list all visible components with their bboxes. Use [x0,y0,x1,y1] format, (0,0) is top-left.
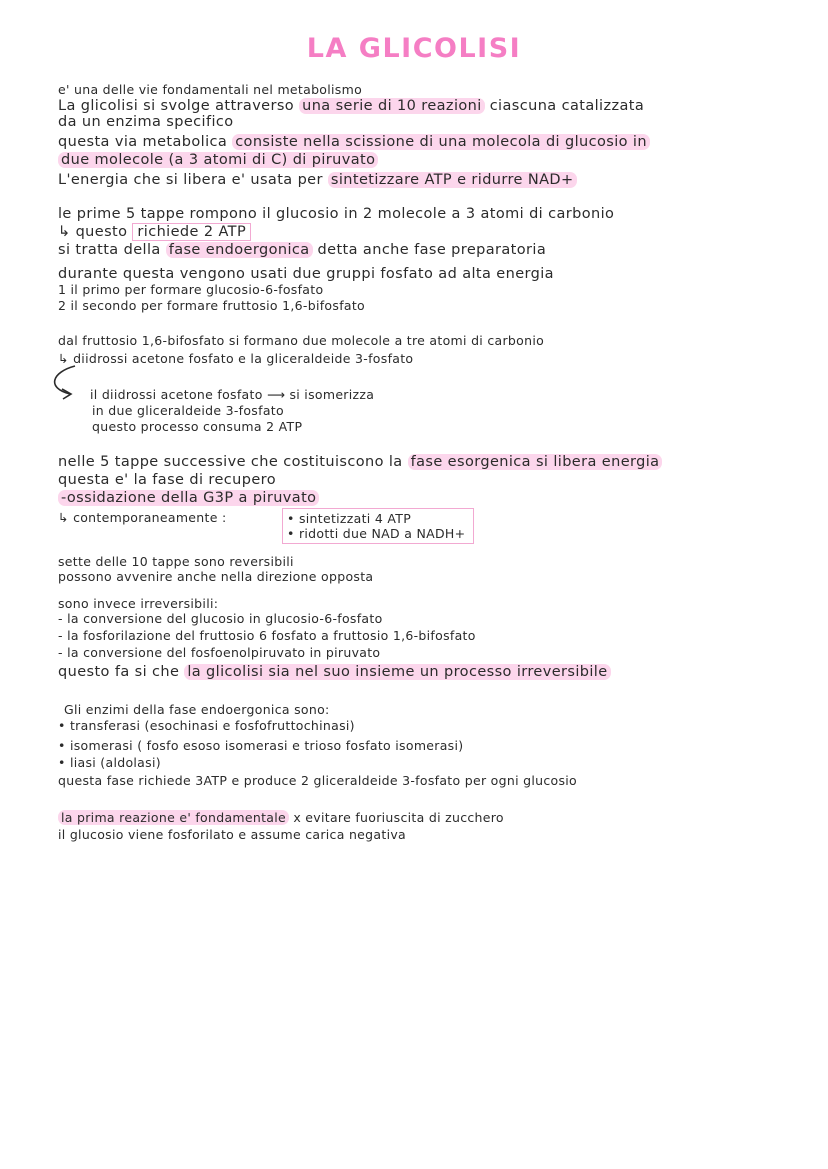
prep-line-3-end: detta anche fase preparatoria [317,242,547,258]
recovery-line-1-start: nelle 5 tappe successive che costituiscono la [58,454,403,470]
highlight-piruvato: due molecole (a 3 atomi di C) di piruvato [58,152,378,168]
recovery-line-1 [58,454,662,470]
prep-line-4: durante questa vengono usati due gruppi fosfato ad alta energia [58,266,554,282]
recovery-box-line-2: • ridotti due NAD a NADH+ [287,526,466,541]
split-line-3 [90,387,374,403]
enzymes-line-2: • transferasi (esochinasi e fosfofruttochinasi) [58,718,355,733]
prep-line-5: 1 il primo per formare glucosio-6-fosfato [58,282,324,297]
arrow-down-right-icon: ↳ [58,224,71,240]
reversible-line-4: - la conversione del glucosio in glucosio-6-fosfato [58,611,383,626]
prep-line-1: le prime 5 tappe rompono il glucosio in 2 molecole a 3 atomi di carbonio [58,206,615,222]
split-line-1: dal fruttosio 1,6-bifosfato si formano due molecole a tre atomi di carbonio [58,333,545,348]
reversible-line-6: - la conversione del fosfoenolpiruvato in piruvato [58,645,381,660]
final-line-1 [58,810,504,826]
highlight-10-reazioni: una serie di 10 reazioni [299,98,485,114]
split-line-3-start: il diidrossi acetone fosfato [90,387,263,402]
highlight-ossidazione: -ossidazione della G3P a piruvato [58,490,319,506]
reversible-line-2: possono avvenire anche nella direzione opposta [58,569,374,584]
intro-line-2-end: ciascuna catalizzata [489,98,645,114]
prep-line-6: 2 il secondo per formare fruttosio 1,6-bifosfato [58,298,366,313]
split-line-4: in due gliceraldeide 3-fosfato [92,403,284,418]
arrow-down-right-icon: ↳ [58,351,69,366]
highlight-atp-nad: sintetizzare ATP e ridurre NAD+ [328,172,577,188]
reversible-line-7 [58,664,611,680]
recovery-line-2: questa e' la fase di recupero [58,472,276,488]
intro-line-2-start: La glicolisi si svolge attraverso [58,98,295,114]
recovery-box-line-1: • sintetizzati 4 ATP [287,511,412,526]
arrow-down-right-icon: ↳ [58,510,69,525]
intro-line-1: e' una delle vie fondamentali nel metabolismo [58,82,363,97]
enzymes-line-5: questa fase richiede 3ATP e produce 2 gliceraldeide 3-fosfato per ogni glucosio [58,773,577,788]
highlight-scissione: consiste nella scissione di una molecola di glucosio in [232,134,650,150]
reversible-line-3: sono invece irreversibili: [58,596,219,611]
highlight-fase-endoergonica: fase endoergonica [166,242,313,258]
page-title: LA GLICOLISI [306,33,522,64]
box-richiede-atp: richiede 2 ATP [132,223,251,241]
highlight-fase-esorgenica: fase esorgenica si libera energia [408,454,663,470]
arrow-right-icon: ⟶ [266,387,286,402]
intro-line-6-start: L'energia che si libera e' usata per [58,172,323,188]
recovery-box [282,508,474,544]
split-line-2-text: diidrossi acetone fosfato e la gliceraldeide 3-fosfato [73,351,414,366]
recovery-line-4 [58,510,227,526]
final-line-2: il glucosio viene fosforilato e assume carica negativa [58,827,406,842]
recovery-line-4-text: contemporaneamente : [73,510,227,525]
enzymes-line-1: Gli enzimi della fase endoergonica sono: [64,702,330,717]
reversible-line-7-start: questo fa si che [58,664,180,680]
intro-line-3: da un enzima specifico [58,114,234,130]
enzymes-line-4: • liasi (aldolasi) [58,755,161,770]
reversible-line-5: - la fosforilazione del fruttosio 6 fosfato a fruttosio 1,6-bifosfato [58,628,476,643]
highlight-irreversibile: la glicolisi sia nel suo insieme un processo irreversibile [184,664,610,680]
prep-line-3-start: si tratta della [58,242,161,258]
enzymes-line-3: • isomerasi ( fosfo esoso isomerasi e trioso fosfato isomerasi) [58,738,464,753]
split-line-3-end: si isomerizza [289,387,375,402]
recovery-line-3 [58,490,319,506]
prep-line-2-start: questo [75,224,128,240]
split-line-5: questo processo consuma 2 ATP [92,419,303,434]
highlight-prima-reazione: la prima reazione e' fondamentale [58,810,289,825]
reversible-line-1: sette delle 10 tappe sono reversibili [58,554,294,569]
final-line-1-end: x evitare fuoriuscita di zucchero [293,810,504,825]
intro-line-4-start: questa via metabolica [58,134,228,150]
